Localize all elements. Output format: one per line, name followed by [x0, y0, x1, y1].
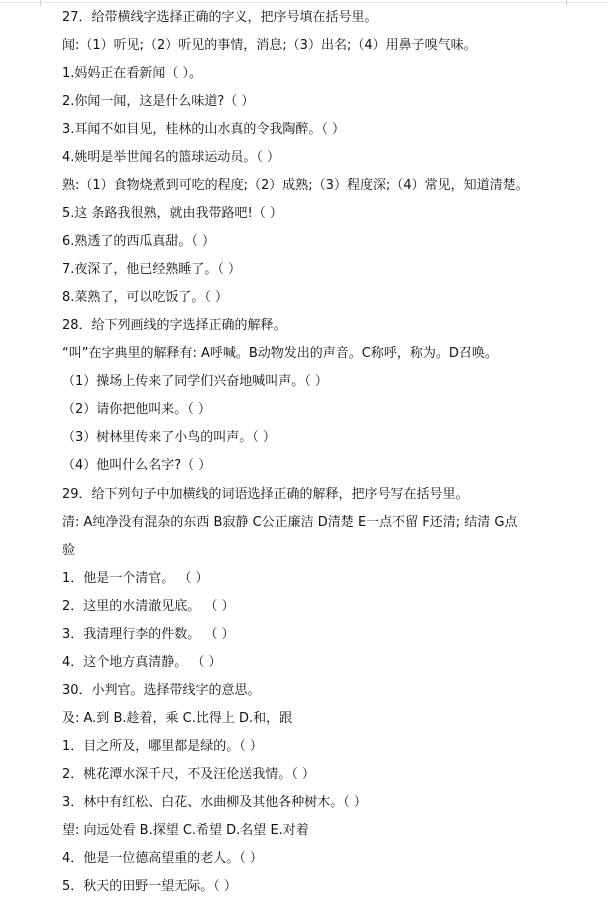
- question-30-title: 30．小判官。选择带线字的意思。: [62, 683, 261, 698]
- question-29-title: 29．给下列句子中加横线的词语选择正确的解释，把序号写在括号里。: [62, 487, 469, 502]
- definition-wen: 闻:（1）听见;（2）听见的事情，消息;（3）出名;（4）用鼻子嗅气味。: [62, 38, 477, 53]
- q27-item-5: 5.这 条路我很熟，就由我带路吧!（ ）: [62, 206, 283, 221]
- corner-mark-left: [40, 0, 41, 6]
- q28-item-1: （1）操场上传来了同学们兴奋地喊叫声。（ ）: [62, 374, 328, 389]
- q30-item-1: 1．目之所及，哪里都是绿的。（ ）: [62, 739, 263, 754]
- q29-item-4: 4．这个地方真清静。 （ ）: [62, 655, 222, 670]
- question-27-title: 27．给带横线字选择正确的字义，把序号填在括号里。: [62, 10, 378, 25]
- q30-item-5: 5．秋天的田野一望无际。（ ）: [62, 879, 237, 894]
- definition-wang: 望: 向远处看 B.探望 C.希望 D.名望 E.对着: [62, 823, 309, 838]
- definition-jiao: “叫”在字典里的解释有: A呼喊。B动物发出的声音。C称呼，称为。D召唤。: [62, 346, 498, 361]
- definition-qing: 清: A纯净没有混杂的东西 B寂静 C公正廉洁 D清楚 E一点不留 F还清; 结清 G点: [62, 515, 518, 530]
- q28-item-3: （3）树林里传来了小鸟的叫声。（ ）: [62, 430, 276, 445]
- question-28-title: 28．给下列画线的字选择正确的解释。: [62, 318, 287, 333]
- q29-item-2: 2．这里的水清澈见底。 （ ）: [62, 599, 235, 614]
- q27-item-1: 1.妈妈正在看新闻（ ）。: [62, 66, 203, 81]
- q28-item-4: （4）他叫什么名字?（ ）: [62, 458, 212, 473]
- q29-item-1: 1．他是一个清官。 （ ）: [62, 571, 209, 586]
- page-top-border: [0, 2, 608, 3]
- definition-ji: 及: A.到 B.趁着，乘 C.比得上 D.和，跟: [62, 711, 293, 726]
- q30-item-3: 3．林中有红松、白花、水曲柳及其他各种树木。（ ）: [62, 795, 367, 810]
- q27-item-7: 7.夜深了，他已经熟睡了。（ ）: [62, 262, 242, 277]
- definition-shu: 熟:（1）食物烧煮到可吃的程度;（2）成熟;（3）程度深;（4）常见，知道清楚。: [62, 178, 529, 193]
- q27-item-3: 3.耳闻不如目见，桂林的山水真的令我陶醉。（ ）: [62, 122, 346, 137]
- q27-item-6: 6.熟透了的西瓜真甜。（ ）: [62, 234, 216, 249]
- q27-item-8: 8.菜熟了，可以吃饭了。（ ）: [62, 290, 229, 305]
- definition-qing-cont: 验: [62, 543, 76, 558]
- q30-item-4: 4．他是一位德高望重的老人。（ ）: [62, 851, 263, 866]
- q30-item-2: 2．桃花潭水深千尺，不及汪伦送我情。（ ）: [62, 767, 315, 782]
- q27-item-2: 2.你闻一闻，这是什么味道?（ ）: [62, 94, 255, 109]
- corner-mark-right: [566, 0, 567, 6]
- q27-item-4: 4.姚明是举世闻名的篮球运动员。（ ）: [62, 150, 281, 165]
- q29-item-3: 3．我清理行李的件数。 （ ）: [62, 627, 235, 642]
- q28-item-2: （2）请你把他叫来。（ ）: [62, 402, 211, 417]
